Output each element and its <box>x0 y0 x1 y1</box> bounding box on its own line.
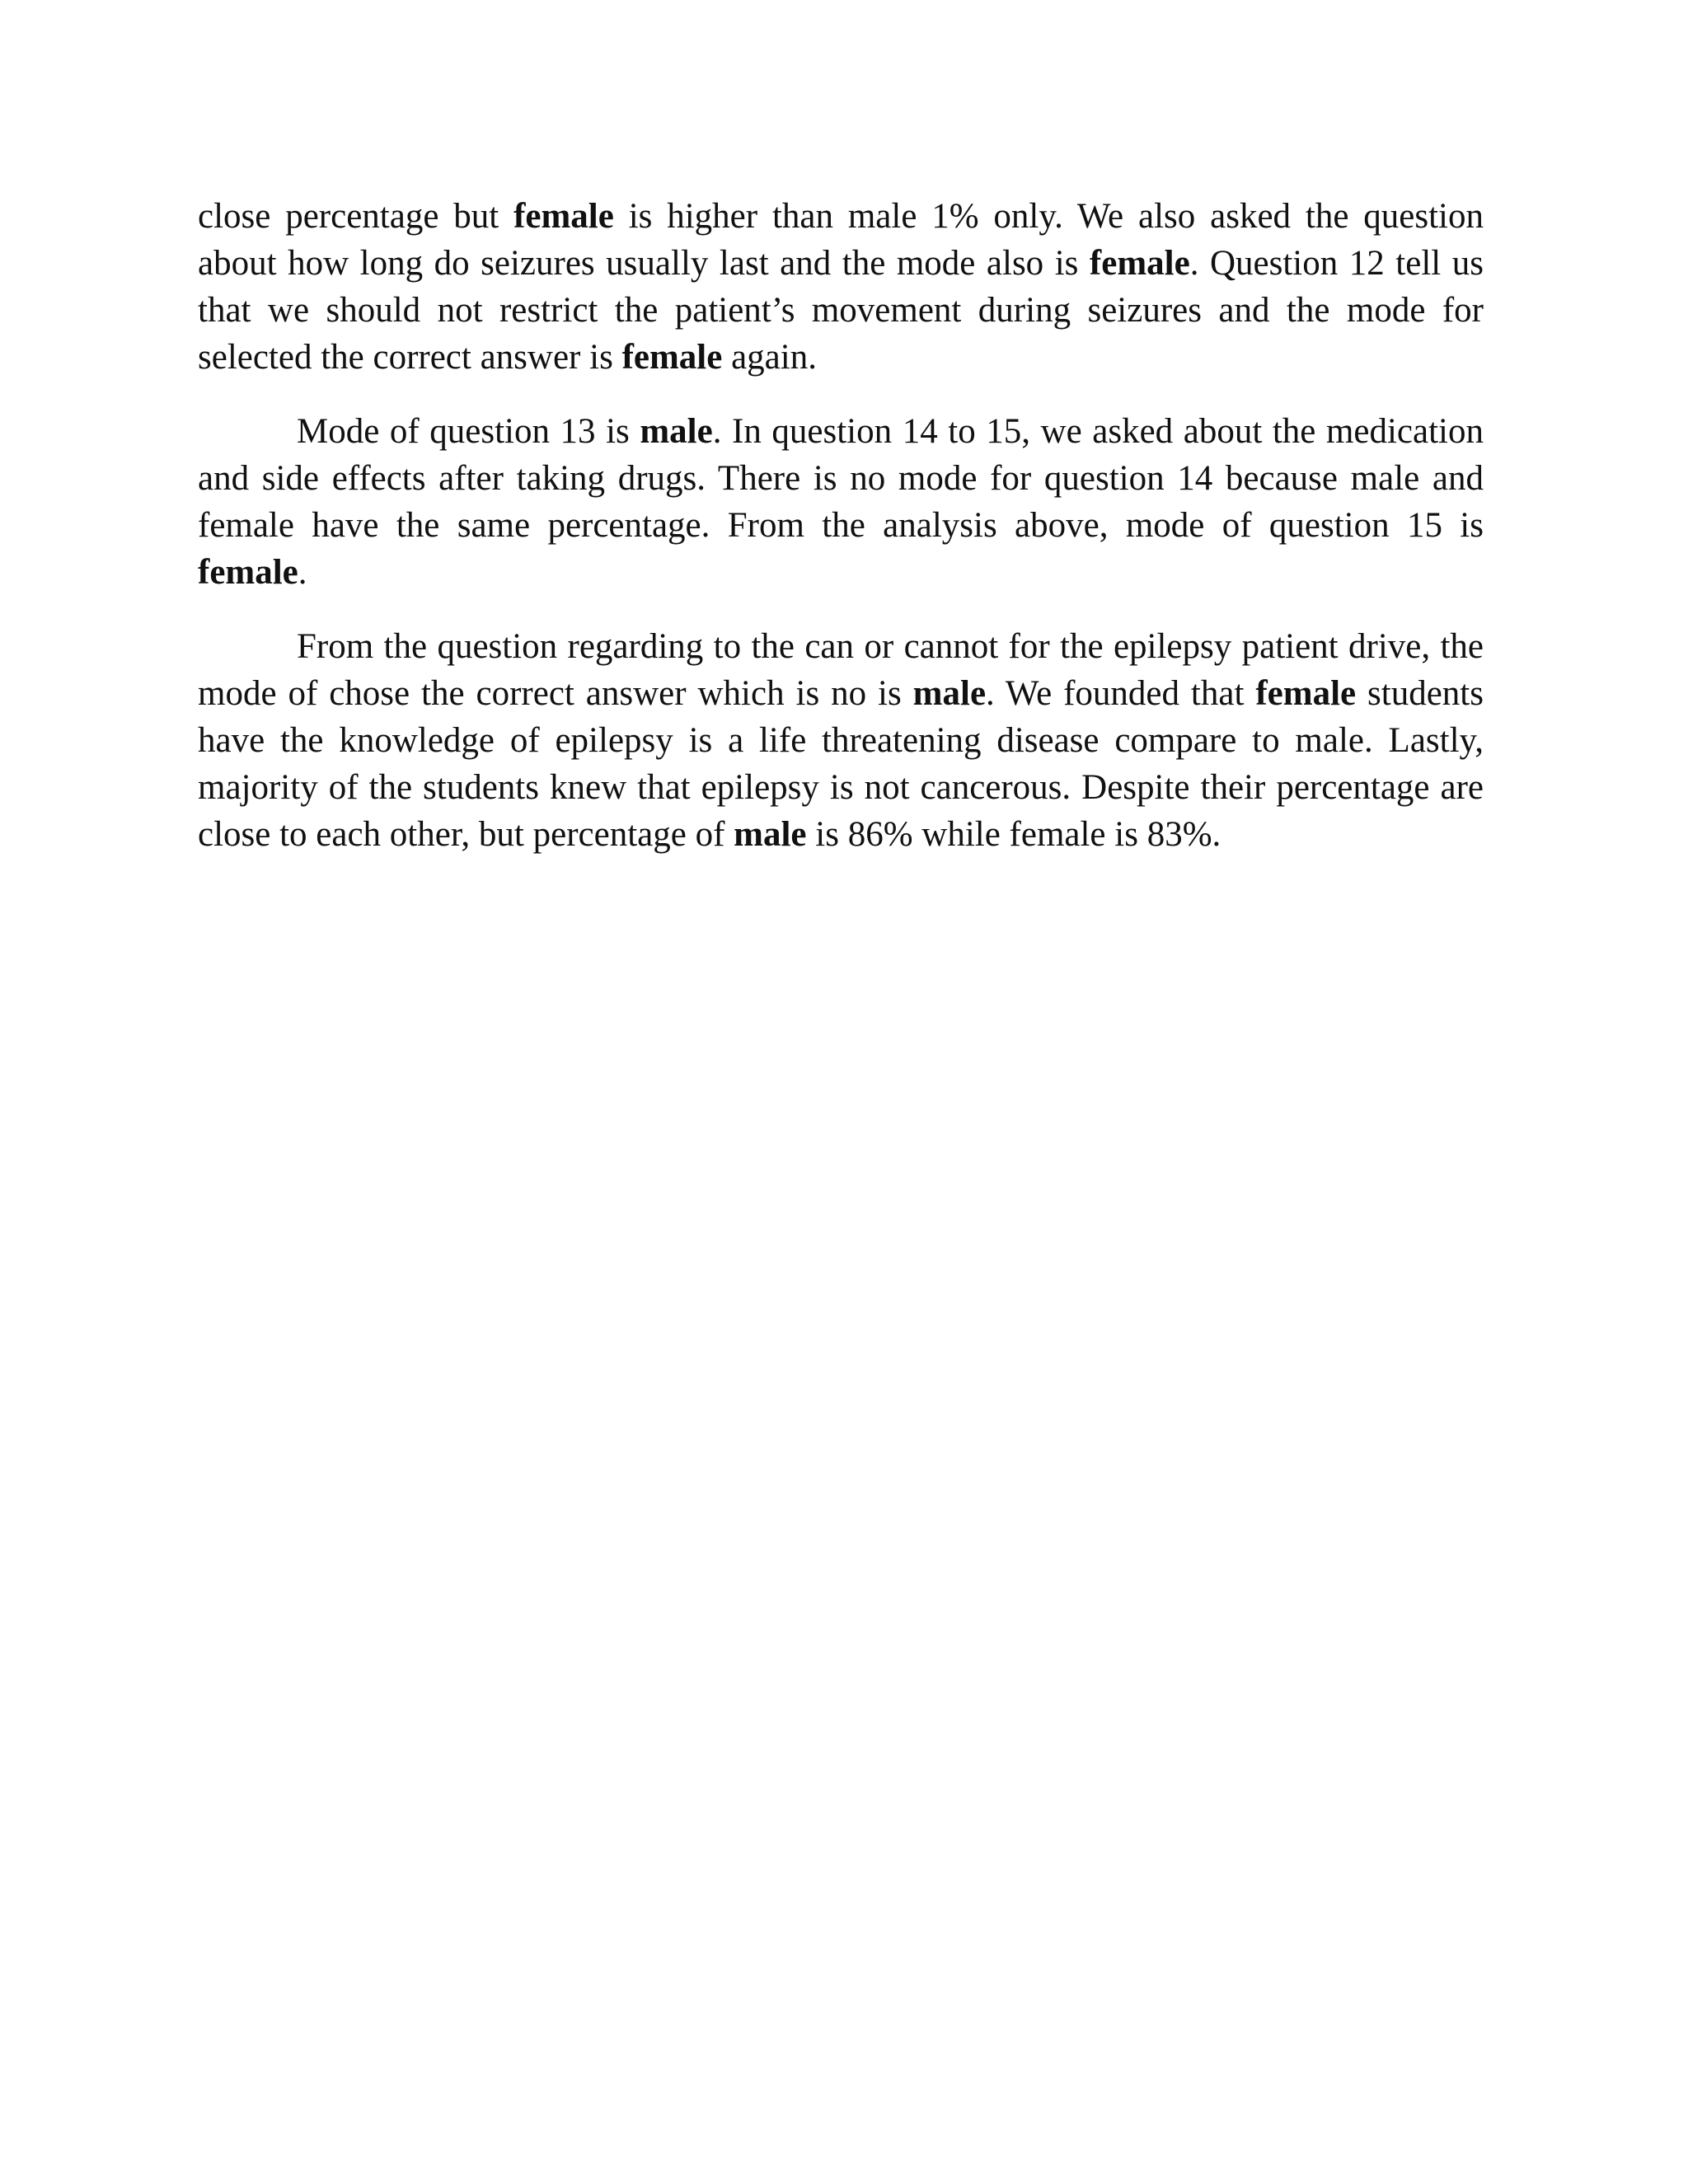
text-run: students have the knowledge of epilepsy is a life threatening disease compare to male. Lastly, majority of the students knew that epilepsy is not cancerous. Despite their percentage are close to each other, but percentage of <box>198 674 1484 854</box>
bold-term: male <box>912 674 987 713</box>
text-run: . <box>298 553 307 592</box>
body-text <box>198 193 1484 885</box>
text-run: Mode of question 13 is <box>297 412 640 451</box>
text-run: is higher than male 1% only. We also asked the question about how long do seizures usually last and the mode also is <box>198 197 1484 283</box>
text-run: . In question 14 to 15, we asked about the medication and side effects after taking drugs. There is no mode for question 14 because male and female have the same percentage. From the analysis above, mode of question 15 is <box>198 412 1484 545</box>
paragraph-3 <box>198 623 1484 858</box>
paragraph-1 <box>198 193 1484 381</box>
bold-term: female <box>198 553 298 592</box>
text-run: . Question 12 tell us that we should not restrict the patient’s movement during seizures and the mode for selected the correct answer is <box>198 244 1484 377</box>
text-run: . We founded that <box>986 674 1256 713</box>
text-run: again. <box>722 338 817 377</box>
text-run: close percentage but <box>198 197 514 236</box>
text-run: From the question regarding to the can or cannot for the epilepsy patient drive, the mode of chose the correct answer which is no is <box>198 627 1484 713</box>
paragraph-2 <box>198 408 1484 596</box>
bold-term: male <box>734 815 807 854</box>
bold-term: female <box>621 338 723 377</box>
bold-term: female <box>1255 674 1357 713</box>
bold-term: female <box>1089 244 1190 283</box>
bold-term: male <box>640 412 713 451</box>
bold-term: female <box>513 197 614 236</box>
text-run: is 86% while female is 83%. <box>806 815 1221 854</box>
